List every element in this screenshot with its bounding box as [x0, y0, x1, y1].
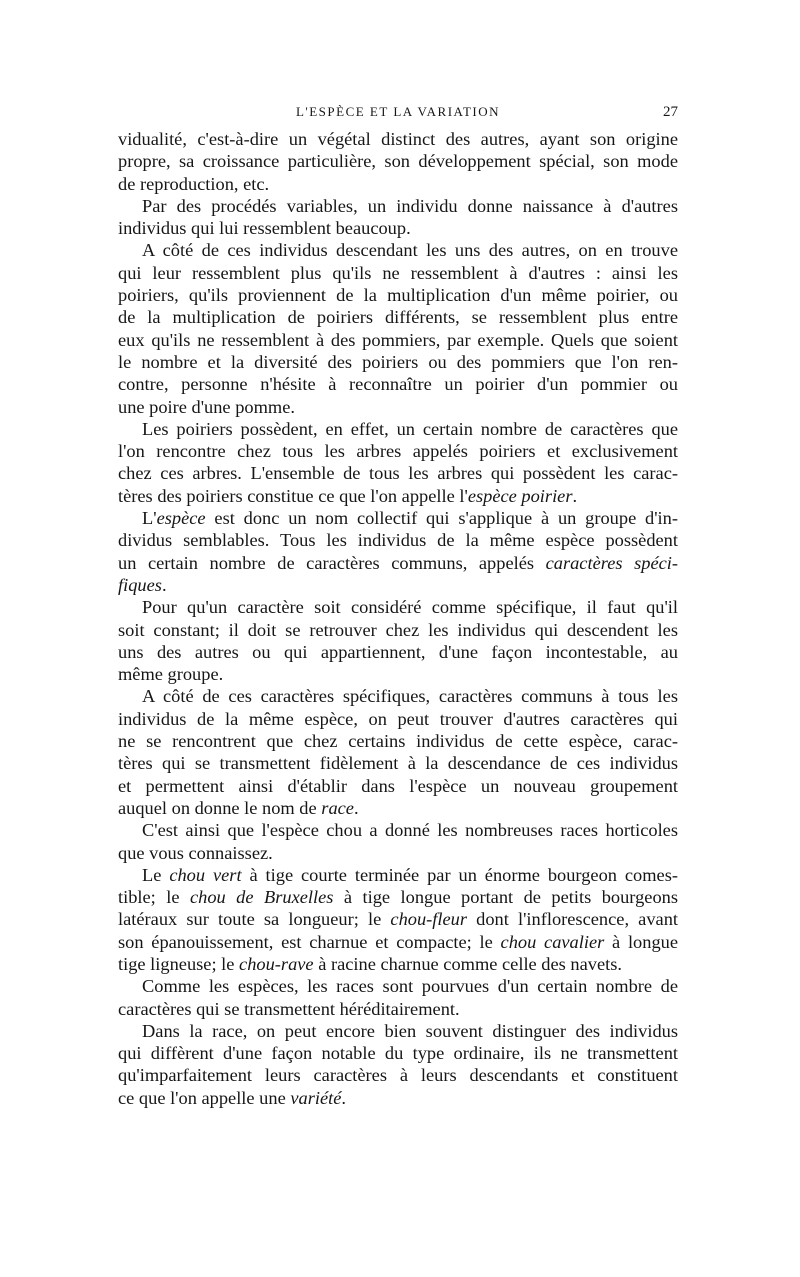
text-line: [118, 284, 678, 306]
text-line: [118, 373, 678, 395]
text-line: [118, 730, 678, 752]
text-run: vidualité, c'est-à-dire un végétal distinct des autres, ayant son origine: [118, 129, 678, 149]
text-line: [118, 1042, 678, 1064]
text-line: [118, 619, 678, 641]
text-line: [118, 752, 678, 774]
italic-term: chou cavalier: [500, 931, 605, 952]
text-run: le nombre et la diversité des poiriers ou des pommiers que l'on ren-: [118, 351, 678, 372]
text-line: [118, 529, 678, 551]
text-line: [118, 641, 678, 663]
text-line: [118, 418, 678, 440]
text-line: [118, 552, 678, 574]
chapter-title: L'ESPÈCE ET LA VARIATION: [295, 104, 501, 119]
text-line: [118, 797, 678, 819]
text-line: [118, 150, 678, 172]
italic-term: espèce: [156, 508, 206, 529]
text-line: [118, 462, 678, 484]
text-run: poiriers, qu'ils proviennent de la multiplication d'un même poirier, ou: [118, 285, 678, 306]
italic-term: variété: [290, 1087, 342, 1108]
text-run: C'est ainsi que l'espèce chou a donné les nombreuses races horticoles: [142, 820, 678, 841]
text-run: et permettent ainsi d'établir dans l'espèce un nouveau groupement: [118, 775, 678, 796]
text-line: [118, 953, 678, 975]
text-line: [118, 685, 678, 707]
text-line: [118, 507, 678, 529]
text-line: [118, 306, 678, 328]
body-text: [118, 128, 678, 1109]
text-run: .: [353, 797, 359, 818]
text-line: [118, 239, 678, 261]
text-run: de reproduction, etc.: [118, 173, 270, 194]
page-number: 27: [663, 104, 678, 120]
text-line: [118, 574, 678, 596]
text-line: [118, 1087, 678, 1109]
italic-term: chou-rave: [239, 953, 314, 974]
text-run: .: [161, 574, 167, 595]
text-run: qui diffèrent d'une façon notable du type ordinaire, ils ne transmettent: [118, 1043, 678, 1064]
italic-term: fiques: [118, 574, 162, 595]
text-line: [118, 1064, 678, 1086]
text-run: tible; le: [118, 887, 190, 908]
text-run: Par des procédés variables, un individu donne naissance à d'autres: [142, 195, 678, 216]
text-line: [118, 262, 678, 284]
text-run: contre, personne n'hésite à reconnaître un poirier d'un pommier ou: [118, 374, 678, 395]
text-line: [118, 329, 678, 351]
text-run: individus qui lui ressemblent beaucoup.: [118, 218, 411, 239]
text-line: [118, 886, 678, 908]
text-run: un certain nombre de caractères communs, appelés: [118, 552, 546, 573]
text-line: [118, 396, 678, 418]
text-run: Le: [142, 864, 170, 885]
text-line: [118, 842, 678, 864]
text-run: à longue: [604, 931, 678, 952]
text-run: auquel on donne le nom de: [118, 797, 322, 818]
text-line: [118, 975, 678, 997]
running-head: [118, 104, 678, 126]
text-run: ce que l'on appelle une: [118, 1087, 291, 1108]
text-run: même groupe.: [118, 664, 224, 685]
text-run: latéraux sur toute sa longueur; le: [118, 909, 391, 930]
text-run: A côté de ces individus descendant les uns des autres, on en trouve: [142, 240, 678, 261]
text-run: à tige longue portant de petits bourgeons: [333, 887, 678, 908]
text-run: est donc un nom collectif qui s'applique à un groupe d'in-: [205, 508, 678, 529]
text-line: [118, 485, 678, 507]
text-line: [118, 663, 678, 685]
text-line: [118, 128, 678, 150]
text-line: [118, 931, 678, 953]
text-line: [118, 1020, 678, 1042]
text-run: Les poiriers possèdent, en effet, un certain nombre de caractères que: [142, 418, 678, 439]
text-line: [118, 819, 678, 841]
text-run: tères qui se transmettent fidèlement à la descendance de ces individus: [118, 753, 678, 774]
text-run: soit constant; il doit se retrouver chez les individus qui descendent les: [118, 619, 678, 640]
italic-term: caractères spéci-: [545, 552, 678, 573]
text-run: Pour qu'un caractère soit considéré comme spécifique, il faut qu'il: [142, 597, 678, 618]
text-run: caractères qui se transmettent héréditairement.: [118, 998, 460, 1019]
text-run: ne se rencontrent que chez certains individus de cette espèce, carac-: [118, 731, 678, 752]
text-run: .: [341, 1087, 347, 1108]
text-run: une poire d'une pomme.: [118, 396, 295, 417]
text-run: propre, sa croissance particulière, son développement spécial, son mode: [118, 151, 678, 172]
text-run: individus de la même espèce, on peut trouver d'autres caractères qui: [118, 708, 678, 729]
text-line: [118, 998, 678, 1020]
text-run: dividus semblables. Tous les individus de la même espèce possèdent: [118, 530, 678, 551]
text-run: .: [572, 485, 578, 506]
text-run: de la multiplication de poiriers différents, se ressemblent plus entre: [118, 307, 678, 328]
text-line: [118, 708, 678, 730]
text-run: à racine charnue comme celle des navets.: [313, 953, 623, 974]
text-run: uns des autres ou qui appartiennent, d'une façon incontestable, au: [118, 641, 678, 662]
text-run: eux qu'ils ne ressemblent à des pommiers, par exemple. Quels que soient: [118, 329, 678, 350]
text-run: tères des poiriers constitue ce que l'on appelle l': [118, 485, 468, 506]
text-run: dont l'inflorescence, avant: [467, 909, 679, 930]
italic-term: espèce poirier: [467, 485, 573, 506]
text-line: [118, 908, 678, 930]
text-run: l'on rencontre chez tous les arbres appelés poiriers et exclusivement: [118, 441, 678, 462]
text-line: [118, 864, 678, 886]
text-run: L': [142, 508, 157, 529]
text-line: [118, 440, 678, 462]
text-run: Comme les espèces, les races sont pourvues d'un certain nombre de: [142, 976, 678, 997]
text-run: A côté de ces caractères spécifiques, caractères communs à tous les: [142, 686, 678, 707]
text-run: son épanouissement, est charnue et compacte; le: [118, 931, 501, 952]
text-line: [118, 217, 678, 239]
text-line: [118, 195, 678, 217]
italic-term: chou vert: [169, 864, 242, 885]
italic-term: chou de Bruxelles: [189, 887, 334, 908]
text-run: chez ces arbres. L'ensemble de tous les arbres qui possèdent les carac-: [118, 463, 678, 484]
text-run: à tige courte terminée par un énorme bourgeon comes-: [241, 864, 678, 885]
text-run: qui leur ressemblent plus qu'ils ne ressemblent à d'autres : ainsi les: [118, 262, 678, 283]
text-run: que vous connaissez.: [118, 842, 273, 863]
text-run: Dans la race, on peut encore bien souvent distinguer des individus: [142, 1020, 678, 1041]
text-run: qu'imparfaitement leurs caractères à leurs descendants et constituent: [118, 1065, 678, 1086]
italic-term: chou-fleur: [390, 909, 468, 930]
text-run: tige ligneuse; le: [118, 953, 240, 974]
text-line: [118, 351, 678, 373]
text-line: [118, 775, 678, 797]
text-line: [118, 596, 678, 618]
italic-term: race: [321, 797, 354, 818]
text-line: [118, 173, 678, 195]
